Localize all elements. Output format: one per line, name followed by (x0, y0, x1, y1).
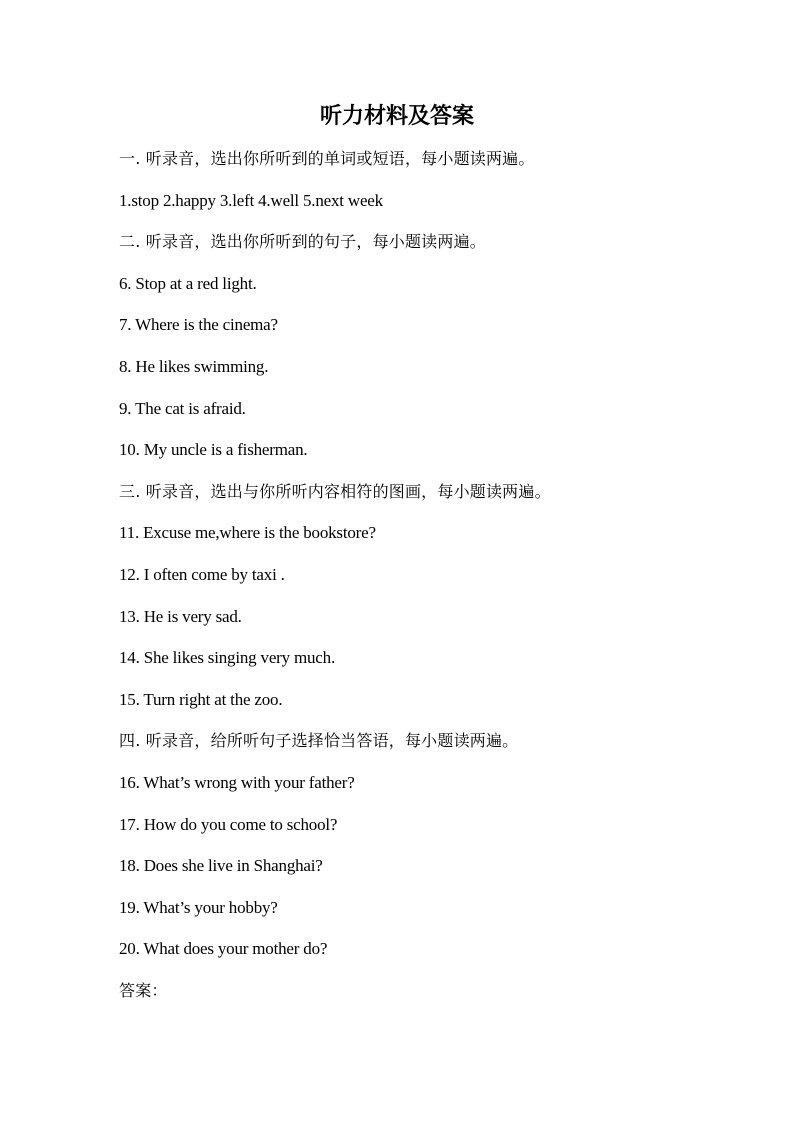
item-9: 9. The cat is afraid. (119, 398, 246, 418)
item-18: 18. Does she live in Shanghai? (119, 856, 323, 876)
item-14: 14. She likes singing very much. (119, 648, 335, 668)
section-heading-4: 四. 听录音，给所听句子选择恰当答语，每小题读两遍。 (119, 731, 519, 751)
item-13: 13. He is very sad. (119, 606, 242, 626)
item-16: 16. What’s wrong with your father? (119, 772, 355, 792)
section-heading-3: 三. 听录音，选出与你所听内容相符的图画，每小题读两遍。 (119, 481, 551, 501)
page-title: 听力材料及答案 (319, 103, 474, 129)
item-17: 17. How do you come to school? (119, 814, 338, 834)
answers-label: 答案： (119, 980, 168, 1000)
section-heading-1: 一. 听录音，选出你所听到的单词或短语，每小题读两遍。 (119, 149, 535, 168)
item-15: 15. Turn right at the zoo. (119, 689, 283, 709)
item-6: 6. Stop at a red light. (119, 273, 257, 293)
item-11: 11. Excuse me,where is the bookstore? (119, 523, 376, 543)
item-12: 12. I often come by taxi . (119, 564, 285, 584)
item-7: 7. Where is the cinema? (119, 315, 278, 335)
item-8: 8. He likes swimming. (119, 356, 269, 376)
section-heading-2: 二. 听录音，选出你所听到的句子，每小题读两遍。 (119, 232, 486, 252)
item-20: 20. What does your mother do? (119, 939, 328, 959)
content-lines (119, 144, 759, 1017)
item-10: 10. My uncle is a fisherman. (119, 440, 308, 460)
item-19: 19. What’s your hobby? (119, 897, 278, 917)
answer-row-words: 1.stop 2.happy 3.left 4.well 5.next week (119, 190, 383, 210)
